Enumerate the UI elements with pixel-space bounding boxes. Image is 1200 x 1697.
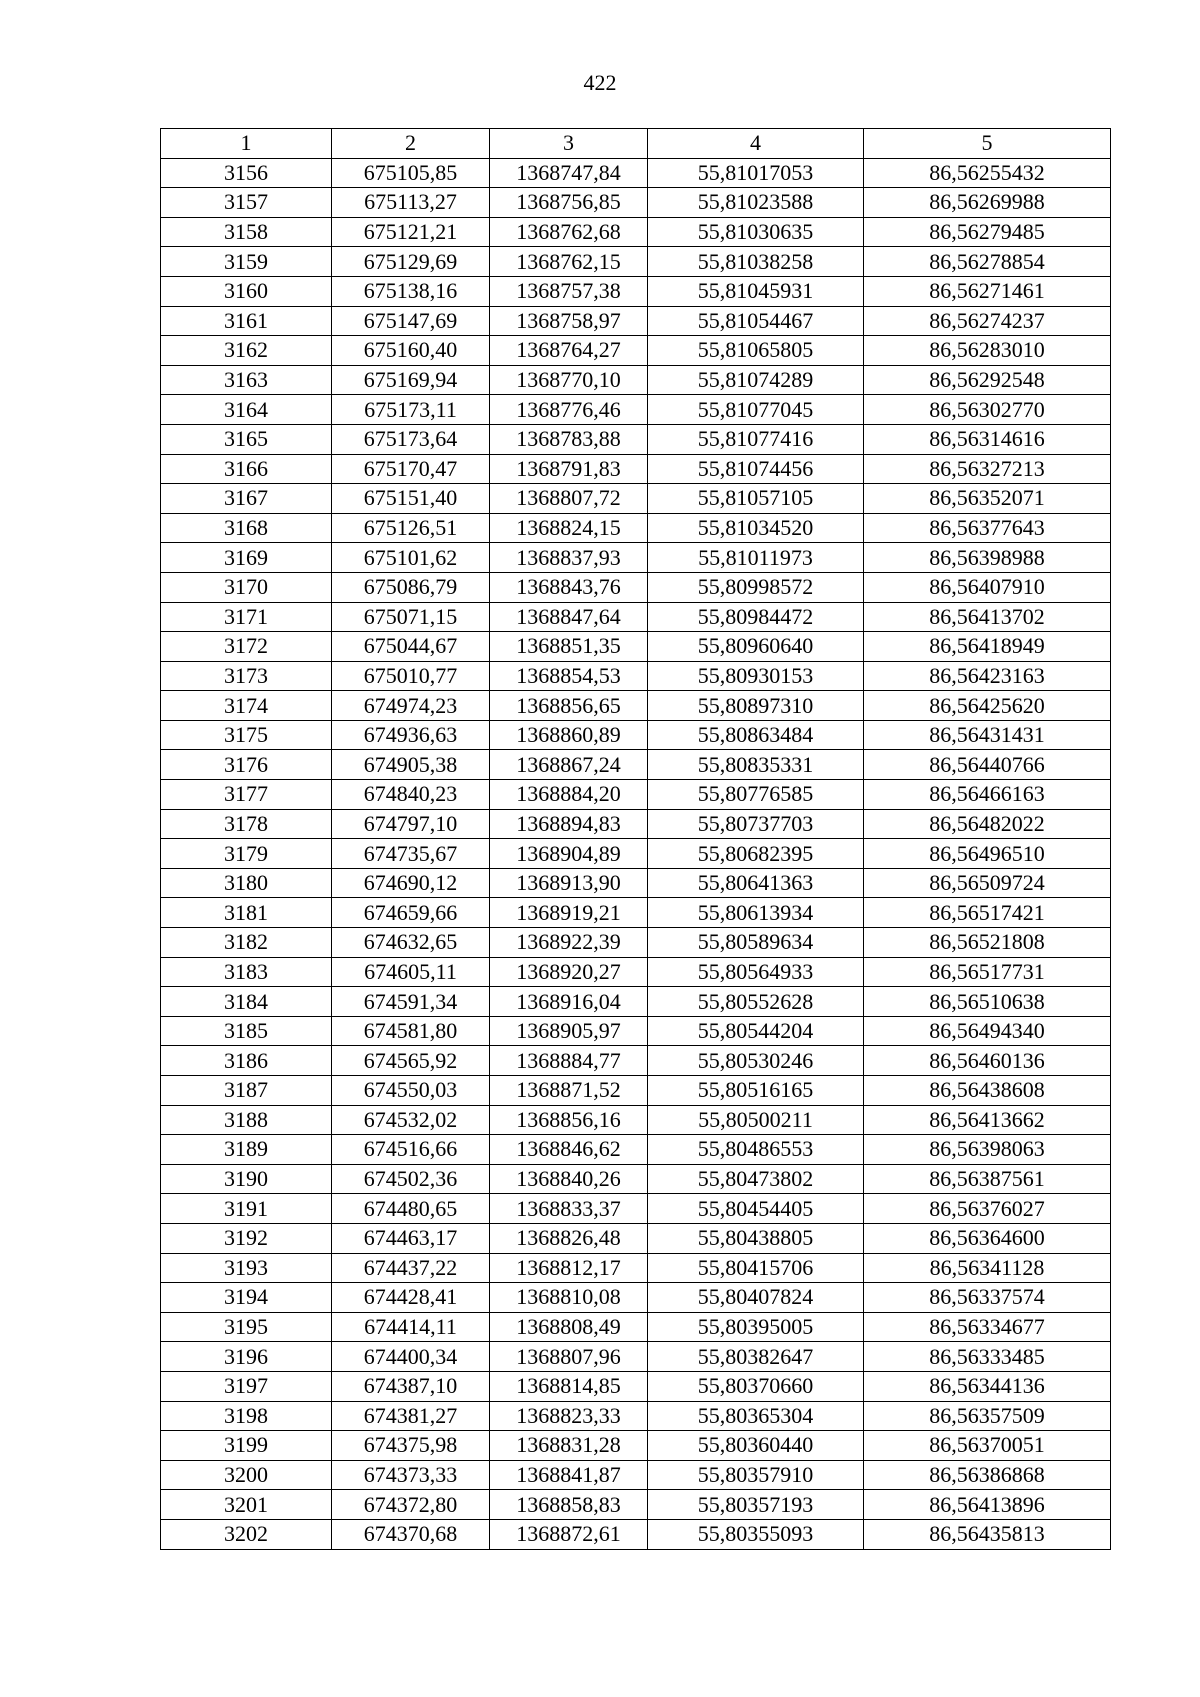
table-cell-col-2: 674550,03 xyxy=(332,1076,490,1106)
table-row xyxy=(161,1312,1111,1342)
table-cell-col-3: 1368884,20 xyxy=(490,780,648,810)
table-cell-col-2: 674605,11 xyxy=(332,957,490,987)
table-cell-col-4: 55,80454405 xyxy=(648,1194,864,1224)
table-row xyxy=(161,217,1111,247)
table-cell-col-5: 86,56387561 xyxy=(864,1164,1111,1194)
table-cell-col-4: 55,80984472 xyxy=(648,602,864,632)
table-cell-col-2: 674414,11 xyxy=(332,1312,490,1342)
table-cell-col-1: 3192 xyxy=(161,1223,332,1253)
table-cell-col-4: 55,80897310 xyxy=(648,691,864,721)
table-cell-col-5: 86,56271461 xyxy=(864,276,1111,306)
table-row xyxy=(161,1283,1111,1313)
table-cell-col-3: 1368916,04 xyxy=(490,987,648,1017)
header-cell-5: 5 xyxy=(864,129,1111,159)
table-cell-col-2: 675126,51 xyxy=(332,513,490,543)
table-cell-col-2: 674480,65 xyxy=(332,1194,490,1224)
table-row xyxy=(161,1519,1111,1549)
table-cell-col-4: 55,81045931 xyxy=(648,276,864,306)
table-cell-col-5: 86,56509724 xyxy=(864,868,1111,898)
table-cell-col-5: 86,56418949 xyxy=(864,632,1111,662)
table-cell-col-1: 3183 xyxy=(161,957,332,987)
table-cell-col-5: 86,56517421 xyxy=(864,898,1111,928)
table-cell-col-3: 1368913,90 xyxy=(490,868,648,898)
table-cell-col-1: 3174 xyxy=(161,691,332,721)
table-cell-col-4: 55,81030635 xyxy=(648,217,864,247)
table-row xyxy=(161,1371,1111,1401)
table-cell-col-2: 674659,66 xyxy=(332,898,490,928)
table-cell-col-3: 1368884,77 xyxy=(490,1046,648,1076)
table-cell-col-3: 1368783,88 xyxy=(490,424,648,454)
table-cell-col-5: 86,56292548 xyxy=(864,365,1111,395)
table-cell-col-2: 675169,94 xyxy=(332,365,490,395)
table-cell-col-2: 675129,69 xyxy=(332,247,490,277)
table-cell-col-5: 86,56413662 xyxy=(864,1105,1111,1135)
table-cell-col-3: 1368851,35 xyxy=(490,632,648,662)
page-number: 422 xyxy=(583,70,617,95)
table-cell-col-4: 55,81074456 xyxy=(648,454,864,484)
table-row xyxy=(161,276,1111,306)
table-cell-col-3: 1368824,15 xyxy=(490,513,648,543)
table-cell-col-2: 675113,27 xyxy=(332,188,490,218)
table-cell-col-4: 55,80682395 xyxy=(648,839,864,869)
header-cell-3: 3 xyxy=(490,129,648,159)
table-cell-col-4: 55,80438805 xyxy=(648,1223,864,1253)
table-cell-col-4: 55,80998572 xyxy=(648,572,864,602)
table-row xyxy=(161,484,1111,514)
table-cell-col-5: 86,56269988 xyxy=(864,188,1111,218)
table-cell-col-2: 675138,16 xyxy=(332,276,490,306)
table-cell-col-4: 55,81054467 xyxy=(648,306,864,336)
table-row xyxy=(161,1342,1111,1372)
table-cell-col-1: 3187 xyxy=(161,1076,332,1106)
table-cell-col-5: 86,56517731 xyxy=(864,957,1111,987)
table-cell-col-4: 55,80357910 xyxy=(648,1460,864,1490)
table-cell-col-1: 3194 xyxy=(161,1283,332,1313)
table-cell-col-3: 1368791,83 xyxy=(490,454,648,484)
table-cell-col-1: 3180 xyxy=(161,868,332,898)
header-row xyxy=(161,129,1111,159)
table-cell-col-2: 675044,67 xyxy=(332,632,490,662)
table-cell-col-2: 674400,34 xyxy=(332,1342,490,1372)
table-cell-col-1: 3189 xyxy=(161,1135,332,1165)
table-cell-col-1: 3196 xyxy=(161,1342,332,1372)
table-cell-col-1: 3163 xyxy=(161,365,332,395)
table-row xyxy=(161,1490,1111,1520)
table-cell-col-2: 674591,34 xyxy=(332,987,490,1017)
table-cell-col-2: 674905,38 xyxy=(332,750,490,780)
table-cell-col-2: 674375,98 xyxy=(332,1431,490,1461)
table-cell-col-1: 3156 xyxy=(161,158,332,188)
table-cell-col-1: 3186 xyxy=(161,1046,332,1076)
table-cell-col-5: 86,56510638 xyxy=(864,987,1111,1017)
table-row xyxy=(161,720,1111,750)
table-cell-col-2: 674516,66 xyxy=(332,1135,490,1165)
table-cell-col-1: 3191 xyxy=(161,1194,332,1224)
table-cell-col-5: 86,56435813 xyxy=(864,1519,1111,1549)
table-body xyxy=(161,158,1111,1549)
table-cell-col-1: 3164 xyxy=(161,395,332,425)
table-row xyxy=(161,839,1111,869)
table-row xyxy=(161,1076,1111,1106)
table-cell-col-1: 3199 xyxy=(161,1431,332,1461)
table-cell-col-4: 55,81034520 xyxy=(648,513,864,543)
table-cell-col-4: 55,80486553 xyxy=(648,1135,864,1165)
table-cell-col-4: 55,81023588 xyxy=(648,188,864,218)
table-cell-col-1: 3181 xyxy=(161,898,332,928)
table-cell-col-1: 3157 xyxy=(161,188,332,218)
table-cell-col-2: 674735,67 xyxy=(332,839,490,869)
table-cell-col-3: 1368762,15 xyxy=(490,247,648,277)
table-cell-col-2: 675151,40 xyxy=(332,484,490,514)
table-row xyxy=(161,750,1111,780)
table-cell-col-1: 3176 xyxy=(161,750,332,780)
table-cell-col-5: 86,56398063 xyxy=(864,1135,1111,1165)
table-cell-col-4: 55,80415706 xyxy=(648,1253,864,1283)
table-cell-col-4: 55,81065805 xyxy=(648,336,864,366)
table-cell-col-1: 3161 xyxy=(161,306,332,336)
table-cell-col-1: 3165 xyxy=(161,424,332,454)
table-cell-col-3: 1368807,96 xyxy=(490,1342,648,1372)
table-cell-col-4: 55,80355093 xyxy=(648,1519,864,1549)
table-row xyxy=(161,454,1111,484)
table-row xyxy=(161,395,1111,425)
table-row xyxy=(161,336,1111,366)
header-cell-1: 1 xyxy=(161,129,332,159)
table-cell-col-3: 1368843,76 xyxy=(490,572,648,602)
table-row xyxy=(161,957,1111,987)
table-cell-col-2: 674437,22 xyxy=(332,1253,490,1283)
table-cell-col-4: 55,80776585 xyxy=(648,780,864,810)
table-row xyxy=(161,306,1111,336)
table-cell-col-1: 3197 xyxy=(161,1371,332,1401)
table-cell-col-3: 1368904,89 xyxy=(490,839,648,869)
table-cell-col-4: 55,81011973 xyxy=(648,543,864,573)
table-cell-col-1: 3160 xyxy=(161,276,332,306)
table-cell-col-5: 86,56460136 xyxy=(864,1046,1111,1076)
table-cell-col-1: 3177 xyxy=(161,780,332,810)
table-cell-col-4: 55,80473802 xyxy=(648,1164,864,1194)
table-row xyxy=(161,1105,1111,1135)
header-cell-2: 2 xyxy=(332,129,490,159)
table-cell-col-3: 1368757,38 xyxy=(490,276,648,306)
table-cell-col-4: 55,80552628 xyxy=(648,987,864,1017)
table-cell-col-2: 674690,12 xyxy=(332,868,490,898)
table-row xyxy=(161,365,1111,395)
table-cell-col-1: 3188 xyxy=(161,1105,332,1135)
table-cell-col-3: 1368764,27 xyxy=(490,336,648,366)
table-cell-col-2: 674974,23 xyxy=(332,691,490,721)
table-cell-col-4: 55,81038258 xyxy=(648,247,864,277)
table-cell-col-3: 1368872,61 xyxy=(490,1519,648,1549)
table-cell-col-5: 86,56274237 xyxy=(864,306,1111,336)
table-cell-col-1: 3184 xyxy=(161,987,332,1017)
table-cell-col-4: 55,80737703 xyxy=(648,809,864,839)
table-row xyxy=(161,868,1111,898)
table-cell-col-4: 55,80516165 xyxy=(648,1076,864,1106)
table-row xyxy=(161,928,1111,958)
table-row xyxy=(161,1016,1111,1046)
table-cell-col-3: 1368831,28 xyxy=(490,1431,648,1461)
table-cell-col-5: 86,56255432 xyxy=(864,158,1111,188)
table-cell-col-2: 674373,33 xyxy=(332,1460,490,1490)
table-cell-col-1: 3182 xyxy=(161,928,332,958)
table-cell-col-5: 86,56482022 xyxy=(864,809,1111,839)
table-cell-col-1: 3202 xyxy=(161,1519,332,1549)
table-cell-col-1: 3167 xyxy=(161,484,332,514)
table-cell-col-4: 55,81057105 xyxy=(648,484,864,514)
table-cell-col-3: 1368871,52 xyxy=(490,1076,648,1106)
table-cell-col-5: 86,56423163 xyxy=(864,661,1111,691)
table-cell-col-3: 1368854,53 xyxy=(490,661,648,691)
table-cell-col-3: 1368833,37 xyxy=(490,1194,648,1224)
table-cell-col-2: 675071,15 xyxy=(332,602,490,632)
table-cell-col-2: 675121,21 xyxy=(332,217,490,247)
table-cell-col-3: 1368922,39 xyxy=(490,928,648,958)
table-cell-col-3: 1368812,17 xyxy=(490,1253,648,1283)
table-cell-col-1: 3178 xyxy=(161,809,332,839)
table-cell-col-5: 86,56440766 xyxy=(864,750,1111,780)
table-row xyxy=(161,691,1111,721)
table-cell-col-5: 86,56521808 xyxy=(864,928,1111,958)
table-cell-col-4: 55,80382647 xyxy=(648,1342,864,1372)
table-cell-col-4: 55,80863484 xyxy=(648,720,864,750)
table-cell-col-2: 674428,41 xyxy=(332,1283,490,1313)
table-cell-col-5: 86,56431431 xyxy=(864,720,1111,750)
table-row xyxy=(161,572,1111,602)
table-cell-col-1: 3158 xyxy=(161,217,332,247)
table-cell-col-5: 86,56337574 xyxy=(864,1283,1111,1313)
table-cell-col-5: 86,56370051 xyxy=(864,1431,1111,1461)
table-cell-col-3: 1368919,21 xyxy=(490,898,648,928)
table-cell-col-3: 1368758,97 xyxy=(490,306,648,336)
table-cell-col-5: 86,56334677 xyxy=(864,1312,1111,1342)
table-cell-col-3: 1368840,26 xyxy=(490,1164,648,1194)
table-cell-col-5: 86,56341128 xyxy=(864,1253,1111,1283)
table-cell-col-3: 1368762,68 xyxy=(490,217,648,247)
table-row xyxy=(161,1401,1111,1431)
table-cell-col-2: 675170,47 xyxy=(332,454,490,484)
table-cell-col-2: 675105,85 xyxy=(332,158,490,188)
table-cell-col-4: 55,80365304 xyxy=(648,1401,864,1431)
table-cell-col-1: 3185 xyxy=(161,1016,332,1046)
table-row xyxy=(161,1135,1111,1165)
table-cell-col-3: 1368823,33 xyxy=(490,1401,648,1431)
table-cell-col-4: 55,80500211 xyxy=(648,1105,864,1135)
table-cell-col-2: 675173,11 xyxy=(332,395,490,425)
table-cell-col-3: 1368867,24 xyxy=(490,750,648,780)
table-row xyxy=(161,424,1111,454)
table-cell-col-2: 674370,68 xyxy=(332,1519,490,1549)
table-cell-col-2: 674840,23 xyxy=(332,780,490,810)
table-cell-col-2: 674797,10 xyxy=(332,809,490,839)
table-row xyxy=(161,1223,1111,1253)
table-row xyxy=(161,602,1111,632)
table-cell-col-5: 86,56407910 xyxy=(864,572,1111,602)
table-row xyxy=(161,1253,1111,1283)
table-row xyxy=(161,661,1111,691)
table-cell-col-1: 3172 xyxy=(161,632,332,662)
table-cell-col-3: 1368905,97 xyxy=(490,1016,648,1046)
table-cell-col-4: 55,80641363 xyxy=(648,868,864,898)
table-row xyxy=(161,158,1111,188)
table-cell-col-3: 1368756,85 xyxy=(490,188,648,218)
table-cell-col-1: 3162 xyxy=(161,336,332,366)
table-cell-col-1: 3179 xyxy=(161,839,332,869)
table-cell-col-3: 1368808,49 xyxy=(490,1312,648,1342)
table-cell-col-3: 1368856,16 xyxy=(490,1105,648,1135)
table-cell-col-4: 55,80395005 xyxy=(648,1312,864,1342)
table-cell-col-3: 1368847,64 xyxy=(490,602,648,632)
table-cell-col-3: 1368810,08 xyxy=(490,1283,648,1313)
table-row xyxy=(161,780,1111,810)
table-cell-col-3: 1368858,83 xyxy=(490,1490,648,1520)
table-cell-col-2: 674387,10 xyxy=(332,1371,490,1401)
table-cell-col-4: 55,80589634 xyxy=(648,928,864,958)
table-cell-col-4: 55,80930153 xyxy=(648,661,864,691)
table-cell-col-5: 86,56377643 xyxy=(864,513,1111,543)
table-cell-col-1: 3166 xyxy=(161,454,332,484)
table-cell-col-5: 86,56352071 xyxy=(864,484,1111,514)
table-row xyxy=(161,987,1111,1017)
table-cell-col-3: 1368807,72 xyxy=(490,484,648,514)
table-cell-col-1: 3175 xyxy=(161,720,332,750)
table-cell-col-3: 1368814,85 xyxy=(490,1371,648,1401)
table-cell-col-5: 86,56494340 xyxy=(864,1016,1111,1046)
table-cell-col-3: 1368837,93 xyxy=(490,543,648,573)
table-cell-col-2: 675173,64 xyxy=(332,424,490,454)
table-cell-col-5: 86,56278854 xyxy=(864,247,1111,277)
table-cell-col-5: 86,56496510 xyxy=(864,839,1111,869)
table-row xyxy=(161,188,1111,218)
table-cell-col-3: 1368841,87 xyxy=(490,1460,648,1490)
table-cell-col-5: 86,56314616 xyxy=(864,424,1111,454)
table-cell-col-3: 1368920,27 xyxy=(490,957,648,987)
table-cell-col-5: 86,56413896 xyxy=(864,1490,1111,1520)
table-cell-col-2: 674532,02 xyxy=(332,1105,490,1135)
table-cell-col-5: 86,56386868 xyxy=(864,1460,1111,1490)
table-cell-col-3: 1368770,10 xyxy=(490,365,648,395)
table-cell-col-2: 674936,63 xyxy=(332,720,490,750)
table-cell-col-4: 55,81017053 xyxy=(648,158,864,188)
table-cell-col-4: 55,80564933 xyxy=(648,957,864,987)
table-row xyxy=(161,1164,1111,1194)
table-cell-col-4: 55,81074289 xyxy=(648,365,864,395)
table-cell-col-4: 55,80544204 xyxy=(648,1016,864,1046)
table-cell-col-4: 55,80613934 xyxy=(648,898,864,928)
table-cell-col-5: 86,56413702 xyxy=(864,602,1111,632)
table-cell-col-3: 1368747,84 xyxy=(490,158,648,188)
table-cell-col-3: 1368894,83 xyxy=(490,809,648,839)
table-cell-col-4: 55,80360440 xyxy=(648,1431,864,1461)
table-cell-col-1: 3200 xyxy=(161,1460,332,1490)
table-cell-col-4: 55,80370660 xyxy=(648,1371,864,1401)
table-cell-col-2: 674581,80 xyxy=(332,1016,490,1046)
table-cell-col-1: 3171 xyxy=(161,602,332,632)
table-row xyxy=(161,809,1111,839)
table-cell-col-4: 55,80530246 xyxy=(648,1046,864,1076)
table-row xyxy=(161,1046,1111,1076)
table-cell-col-1: 3198 xyxy=(161,1401,332,1431)
table-cell-col-2: 675101,62 xyxy=(332,543,490,573)
table-cell-col-1: 3195 xyxy=(161,1312,332,1342)
table-cell-col-2: 675160,40 xyxy=(332,336,490,366)
table-row xyxy=(161,513,1111,543)
table-cell-col-3: 1368856,65 xyxy=(490,691,648,721)
table-cell-col-2: 674565,92 xyxy=(332,1046,490,1076)
table-cell-col-1: 3159 xyxy=(161,247,332,277)
table-cell-col-3: 1368846,62 xyxy=(490,1135,648,1165)
table-cell-col-1: 3190 xyxy=(161,1164,332,1194)
table-cell-col-1: 3168 xyxy=(161,513,332,543)
table-row xyxy=(161,1194,1111,1224)
table-row xyxy=(161,543,1111,573)
table-cell-col-2: 674372,80 xyxy=(332,1490,490,1520)
table-cell-col-5: 86,56344136 xyxy=(864,1371,1111,1401)
table-cell-col-4: 55,80835331 xyxy=(648,750,864,780)
table-cell-col-5: 86,56364600 xyxy=(864,1223,1111,1253)
table-cell-col-5: 86,56425620 xyxy=(864,691,1111,721)
table-cell-col-1: 3170 xyxy=(161,572,332,602)
table-cell-col-1: 3169 xyxy=(161,543,332,573)
table-row xyxy=(161,1460,1111,1490)
table-cell-col-4: 55,80960640 xyxy=(648,632,864,662)
table-cell-col-3: 1368860,89 xyxy=(490,720,648,750)
table-cell-col-2: 674463,17 xyxy=(332,1223,490,1253)
table-cell-col-5: 86,56398988 xyxy=(864,543,1111,573)
table-cell-col-5: 86,56302770 xyxy=(864,395,1111,425)
header-cell-4: 4 xyxy=(648,129,864,159)
table-cell-col-5: 86,56333485 xyxy=(864,1342,1111,1372)
table-cell-col-4: 55,81077045 xyxy=(648,395,864,425)
table-cell-col-5: 86,56279485 xyxy=(864,217,1111,247)
table-cell-col-2: 674502,36 xyxy=(332,1164,490,1194)
table-cell-col-1: 3193 xyxy=(161,1253,332,1283)
table-row xyxy=(161,247,1111,277)
table-cell-col-5: 86,56327213 xyxy=(864,454,1111,484)
table-row xyxy=(161,1431,1111,1461)
table-cell-col-2: 674381,27 xyxy=(332,1401,490,1431)
table-cell-col-5: 86,56438608 xyxy=(864,1076,1111,1106)
table-cell-col-3: 1368826,48 xyxy=(490,1223,648,1253)
table-cell-col-5: 86,56466163 xyxy=(864,780,1111,810)
table-cell-col-4: 55,81077416 xyxy=(648,424,864,454)
table-cell-col-2: 674632,65 xyxy=(332,928,490,958)
table-cell-col-4: 55,80357193 xyxy=(648,1490,864,1520)
table-cell-col-5: 86,56376027 xyxy=(864,1194,1111,1224)
table-cell-col-5: 86,56283010 xyxy=(864,336,1111,366)
table-cell-col-2: 675147,69 xyxy=(332,306,490,336)
table-cell-col-2: 675010,77 xyxy=(332,661,490,691)
table-cell-col-4: 55,80407824 xyxy=(648,1283,864,1313)
table-header xyxy=(161,129,1111,159)
coordinates-table xyxy=(160,128,1111,1550)
table-cell-col-2: 675086,79 xyxy=(332,572,490,602)
table-row xyxy=(161,898,1111,928)
table-cell-col-5: 86,56357509 xyxy=(864,1401,1111,1431)
table-row xyxy=(161,632,1111,662)
table-cell-col-1: 3173 xyxy=(161,661,332,691)
table-cell-col-3: 1368776,46 xyxy=(490,395,648,425)
table-cell-col-1: 3201 xyxy=(161,1490,332,1520)
